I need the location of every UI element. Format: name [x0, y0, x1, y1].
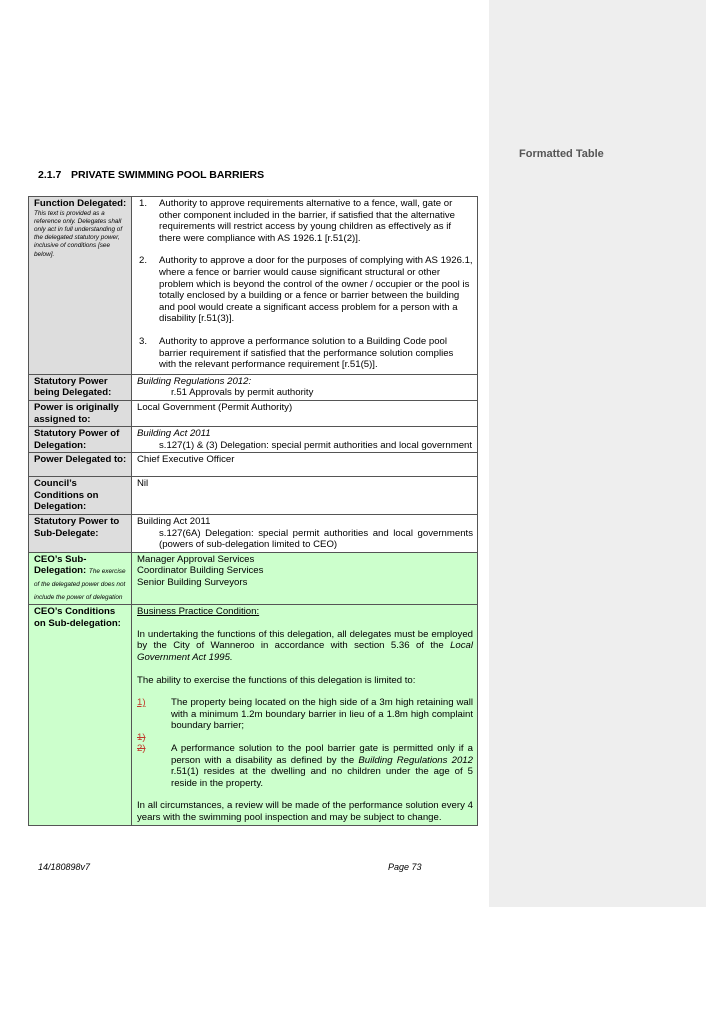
authority-list — [137, 198, 473, 371]
council-conditions-value: Nil — [132, 477, 478, 515]
power-of-delegation-value: Building Act 2011 s.127(1) & (3) Delegation: special permit authorities and local government — [132, 427, 478, 453]
row-statutory-power — [29, 374, 478, 400]
comment-pane — [489, 0, 706, 907]
condition-item: 1) The property being located on the high side of a 3m high retaining wall with a minimum 1.2m boundary barrier in lieu of a 1.8m high complaint boundary barrier; — [137, 697, 473, 732]
label-sub-conditions: CEO’s Conditions on Sub-delegation: — [29, 605, 132, 825]
employment-paragraph: In undertaking the functions of this delegation, all delegates must be employed by the City of Wanneroo in accordance with section 5.36 of the Local Government Act 1995. — [137, 628, 473, 663]
authority-item: 3. Authority to approve a performance solution to a Building Code pool barrier requirement if satisfied that the performance solution complies with the relevant performance requirement [r.51(5)]. — [139, 335, 454, 371]
limitation-paragraph: The ability to exercise the functions of this delegation is limited to: — [137, 674, 416, 686]
row-council-conditions — [29, 477, 478, 515]
sub-delegate-power-value: Building Act 2011 s.127(6A) Delegation: special permit authorities and local governments (powers of sub-delegation limited to CEO) — [132, 515, 478, 553]
function-items — [132, 197, 478, 375]
row-function-delegated — [29, 197, 478, 375]
label-statutory-power: Statutory Power being Delegated: — [29, 374, 132, 400]
section-title: PRIVATE SWIMMING POOL BARRIERS — [71, 169, 265, 181]
business-practice-heading: Business Practice Condition: — [137, 606, 260, 618]
sub-conditions-value — [132, 605, 478, 825]
authority-item: 1. Authority to approve requirements alternative to a fence, wall, gate or other component included in the barrier, if satisfied that the alternative requirements will restrict access by young children as effectively as if there were compliance with AS 1926.1 [r.51(2)]. — [139, 198, 455, 244]
authority-item: 2. Authority to approve a door for the purposes of complying with AS 1926.1, where a fence or barrier would cause significant structural or other problem which is beyond the control of the owner / occupier or the pool is totally enclosed by a building or a fence or barrier between the building and pool would create a significant access problem for a person with a disability [r.51(3)]. — [139, 255, 473, 325]
label-sub-delegate-power: Statutory Power to Sub-Delegate: — [29, 515, 132, 553]
label-sub-delegation: CEO’s Sub-Delegation: The exercise of the delegated power does not include the power of delegation — [29, 552, 132, 604]
label-assigned: Power is originally assigned to: — [29, 400, 132, 426]
condition-item: 2) A performance solution to the pool barrier gate is permitted only if a person with a disability as defined by the Building Regulations 2012 r.51(1) resides at the dwelling and no children under the age of 5 reside in the property. — [137, 742, 473, 789]
assigned-value: Local Government (Permit Authority) — [132, 400, 478, 426]
footer-doc-ref: 14/180898v7 — [38, 862, 91, 872]
label-council-conditions: Council’s Conditions on Delegation: — [29, 477, 132, 515]
row-sub-conditions — [29, 605, 478, 825]
statutory-power-value: Building Regulations 2012: r.51 Approvals by permit authority — [132, 374, 478, 400]
row-assigned — [29, 400, 478, 426]
delegated-to-value: Chief Executive Officer — [132, 453, 478, 477]
review-paragraph: In all circumstances, a review will be made of the performance solution every 4 years with the swimming pool inspection and may be subject to change. — [137, 800, 473, 823]
struck-list-marker: 1) — [137, 731, 146, 743]
label-delegated-to: Power Delegated to: — [29, 453, 132, 477]
label-function-delegated: Function Delegated: This text is provided as a reference only. Delegates shall only act in full understanding of the delegated statutory power, inclusive of conditions [see below]. — [29, 197, 132, 375]
footer-page-number: Page 73 — [388, 862, 422, 872]
row-sub-delegate-power — [29, 515, 478, 553]
function-note: This text is provided as a reference only. Delegates shall only act in full understanding of the delegated statutory power, inclusive of conditions [see below]. — [34, 209, 123, 258]
row-sub-delegation — [29, 552, 478, 604]
delegation-table — [28, 196, 478, 826]
section-number: 2.1.7 — [38, 169, 62, 181]
comment-pane-title: Formatted Table — [519, 148, 604, 160]
row-power-of-delegation — [29, 427, 478, 453]
section-heading — [38, 169, 264, 181]
label-power-of-delegation: Statutory Power of Delegation: — [29, 427, 132, 453]
sub-delegation-values: Manager Approval Services Coordinator Building Services Senior Building Surveyors — [132, 552, 478, 604]
row-delegated-to — [29, 453, 478, 477]
sub-delegation-note: The exercise of the delegated power does not include the power of delegation — [34, 568, 126, 601]
